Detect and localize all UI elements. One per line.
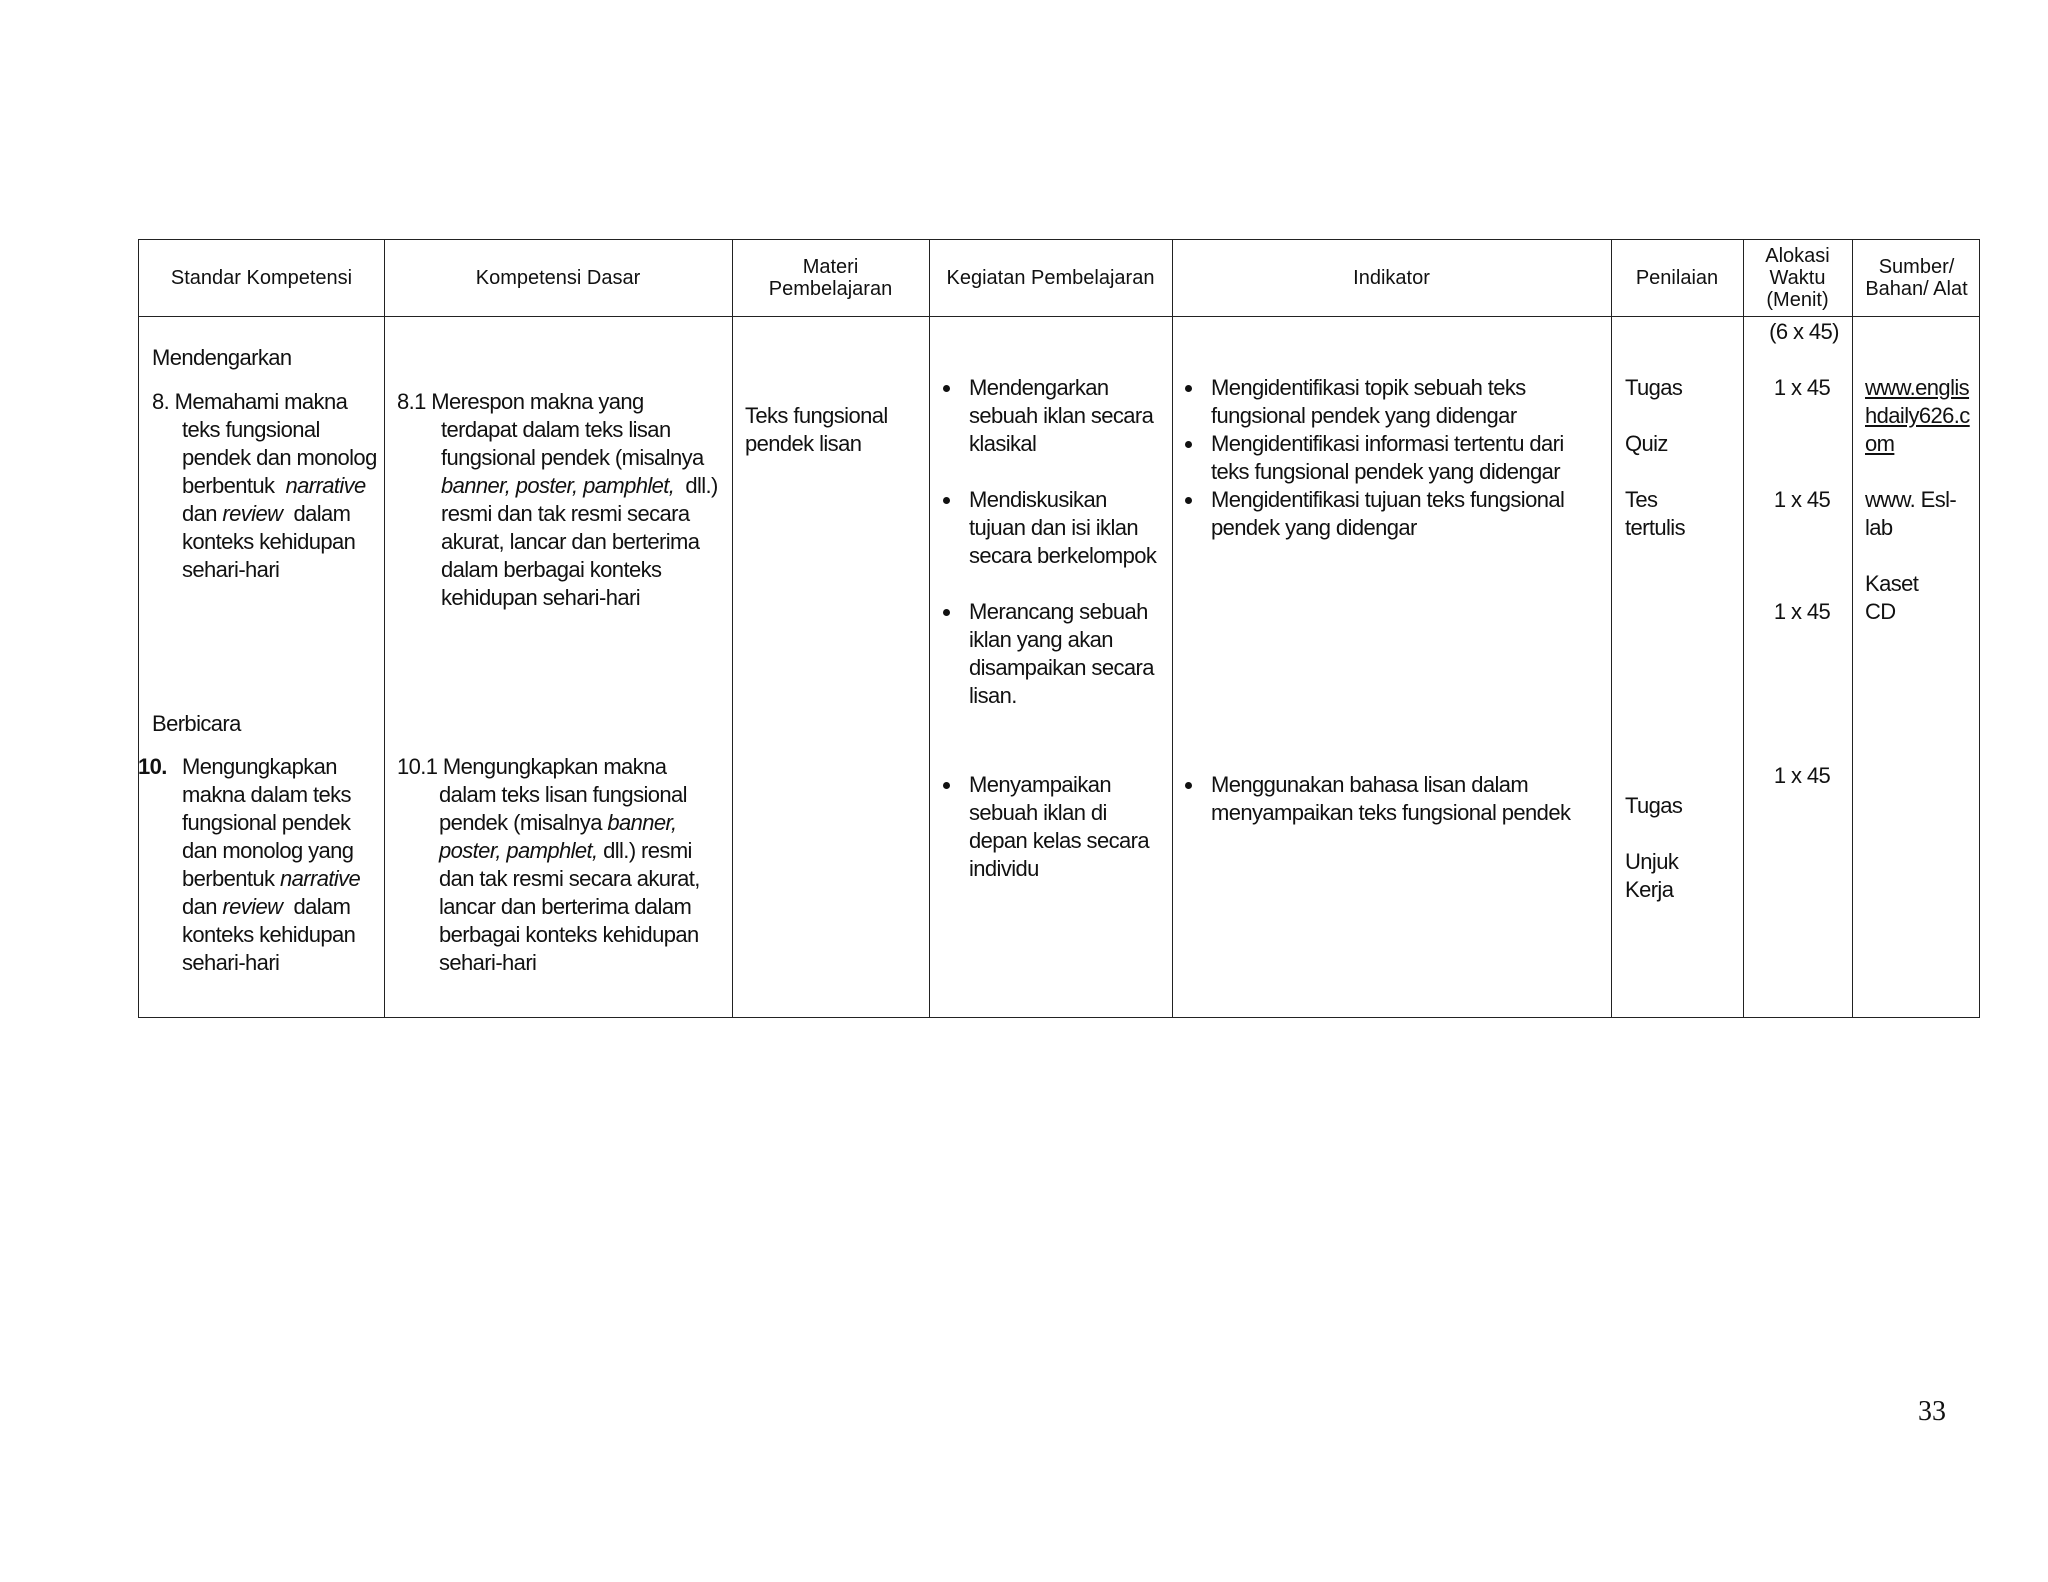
indikator-item: Mengidentifikasi tujuan teks fungsional pendek yang didengar (1181, 486, 1564, 542)
indikator-list-1 (1181, 374, 1564, 542)
standar-kompetensi-10: 10. Mengungkapkan makna dalam teks fungsional pendek dan monolog yang berbentuk narrative dan review dalam konteks kehidupan sehari-hari (138, 754, 361, 975)
kegiatan-item: Merancang sebuah iklan yang akan disampaikan secara lisan. (939, 598, 1156, 710)
header-materi: Materi Pembelajaran (768, 256, 893, 300)
header-sumber: Sumber/ Bahan/ Alat (1865, 256, 1968, 300)
header-standar-kompetensi: Standar Kompetensi (170, 267, 353, 289)
header-penilaian: Penilaian (1635, 267, 1719, 289)
section-title-mendengarkan: Mendengarkan (152, 345, 292, 370)
kegiatan-item: Menyampaikan sebuah iklan di depan kelas secara individu (939, 771, 1149, 883)
column-divider (929, 240, 930, 1017)
kompetensi-dasar-8-1: 8.1 Merespon makna yang terdapat dalam teks lisan fungsional pendek (misalnya banner, poster, pamphlet, dll.) resmi dan tak resmi secara akurat, lancar dan berterima dalam berbagai konteks kehidupan sehari-hari (397, 389, 718, 610)
penilaian-1: Tugas Quiz Tes tertulis (1625, 375, 1685, 540)
indikator-item: Mengidentifikasi informasi tertentu dari teks fungsional pendek yang didengar (1181, 430, 1564, 486)
kegiatan-item: Mendengarkan sebuah iklan secara klasikal (939, 374, 1156, 458)
kegiatan-list-1 (939, 374, 1156, 710)
header-kegiatan: Kegiatan Pembelajaran (946, 267, 1155, 289)
materi-pembelajaran: Teks fungsional pendek lisan (745, 403, 888, 456)
sumber-1: www.englis hdaily626.c om www. Esl- lab Kaset CD (1865, 375, 1970, 624)
source-link-englishdaily[interactable]: www.englis hdaily626.c om (1865, 375, 1970, 456)
alokasi-2: 1 x 45 (1773, 763, 1831, 788)
kegiatan-list-2 (939, 771, 1149, 883)
section-title-berbicara: Berbicara (152, 711, 241, 736)
column-divider (1743, 240, 1744, 1017)
header-indikator: Indikator (1353, 267, 1430, 289)
indikator-item: Menggunakan bahasa lisan dalam menyampaikan teks fungsional pendek (1181, 771, 1570, 827)
indikator-item: Mengidentifikasi topik sebuah teks fungsional pendek yang didengar (1181, 374, 1564, 430)
column-divider (732, 240, 733, 1017)
header-kompetensi-dasar: Kompetensi Dasar (475, 267, 641, 289)
total-time: (6 x 45) (1769, 319, 1839, 344)
page-number: 33 (1918, 1396, 1946, 1427)
header-divider (139, 316, 1979, 317)
kompetensi-dasar-10-1: 10.1 Mengungkapkan makna dalam teks lisan fungsional pendek (misalnya banner, poster, pamphlet, dll.) resmi dan tak resmi secara akurat, lancar dan berterima dalam berbagai konteks kehidupan sehari-hari (397, 754, 700, 975)
standar-kompetensi-8: 8. Memahami makna teks fungsional pendek dan monolog berbentuk narrative dan review dalam konteks kehidupan sehari-hari (152, 389, 377, 582)
syllabus-table (138, 239, 1980, 1018)
header-alokasi-waktu: Alokasi Waktu (Menit) (1765, 245, 1830, 311)
column-divider (1172, 240, 1173, 1017)
indikator-list-2 (1181, 771, 1570, 827)
column-divider (1611, 240, 1612, 1017)
column-divider (384, 240, 385, 1017)
kegiatan-item: Mendiskusikan tujuan dan isi iklan secara berkelompok (939, 486, 1156, 570)
alokasi-1: 1 x 45 1 x 45 1 x 45 (1773, 375, 1831, 624)
penilaian-2: Tugas Unjuk Kerja (1625, 793, 1683, 902)
column-divider (1852, 240, 1853, 1017)
